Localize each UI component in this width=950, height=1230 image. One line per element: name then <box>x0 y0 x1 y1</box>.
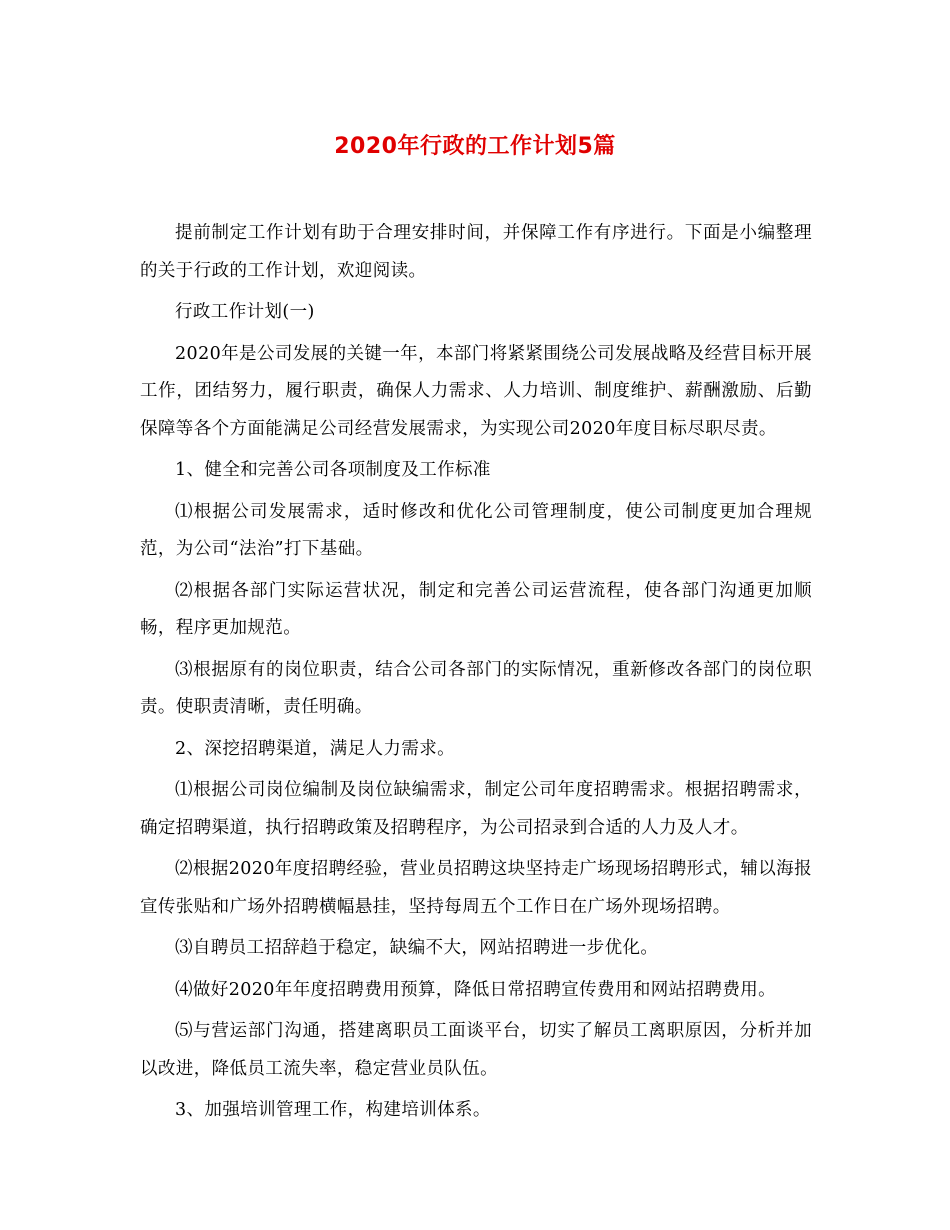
list-item: ⑸与营运部门沟通，搭建离职员工面谈平台，切实了解员工离职原因，分析并加以改进，降低员工流失率，稳定营业员队伍。 <box>140 1021 812 1079</box>
paragraph: 提前制定工作计划有助于合理安排时间，并保障工作有序进行。下面是小编整理的关于行政的工作计划，欢迎阅读。 <box>140 223 812 281</box>
section-heading: 2、深挖招聘渠道，满足人力需求。 <box>175 738 456 759</box>
document-title: 2020年行政的工作计划5篇 <box>334 134 616 159</box>
list-item: ⑴根据公司发展需求，适时修改和优化公司管理制度，使公司制度更加合理规范，为公司“法治”打下基础。 <box>140 501 812 559</box>
section-heading: 1、健全和完善公司各项制度及工作标准 <box>175 460 491 480</box>
paragraph: 2020年是公司发展的关键一年，本部门将紧紧围绕公司发展战略及经营目标开展工作，团结努力，履行职责，确保人力需求、人力培训、制度维护、薪酬激励、后勤保障等各个方面能满足公司经营发展需求，为实现公司2020年度目标尽职尽责。 <box>140 343 812 439</box>
list-item: ⑴根据公司岗位编制及岗位缺编需求，制定公司年度招聘需求。根据招聘需求，确定招聘渠道，执行招聘政策及招聘程序，为公司招录到合适的人力及人才。 <box>140 780 812 838</box>
document-body <box>140 215 812 1134</box>
list-item: ⑵根据2020年度招聘经验，营业员招聘这块坚持走广场现场招聘形式，辅以海报宣传张贴和广场外招聘横幅悬挂，坚持每周五个工作日在广场外现场招聘。 <box>140 859 812 917</box>
list-item: ⑷做好2020年年度招聘费用预算，降低日常招聘宣传费用和网站招聘费用。 <box>175 979 777 1000</box>
section-heading: 行政工作计划(一) <box>175 302 315 322</box>
list-item: ⑵根据各部门实际运营状况，制定和完善公司运营流程，使各部门沟通更加顺畅，程序更加规范。 <box>140 580 812 638</box>
list-item: ⑶根据原有的岗位职责，结合公司各部门的实际情况，重新修改各部门的岗位职责。使职责清晰，责任明确。 <box>140 659 812 717</box>
section-heading: 3、加强培训管理工作，构建培训体系。 <box>175 1100 491 1120</box>
list-item: ⑶自聘员工招辞趋于稳定，缺编不大，网站招聘进一步优化。 <box>175 938 659 958</box>
